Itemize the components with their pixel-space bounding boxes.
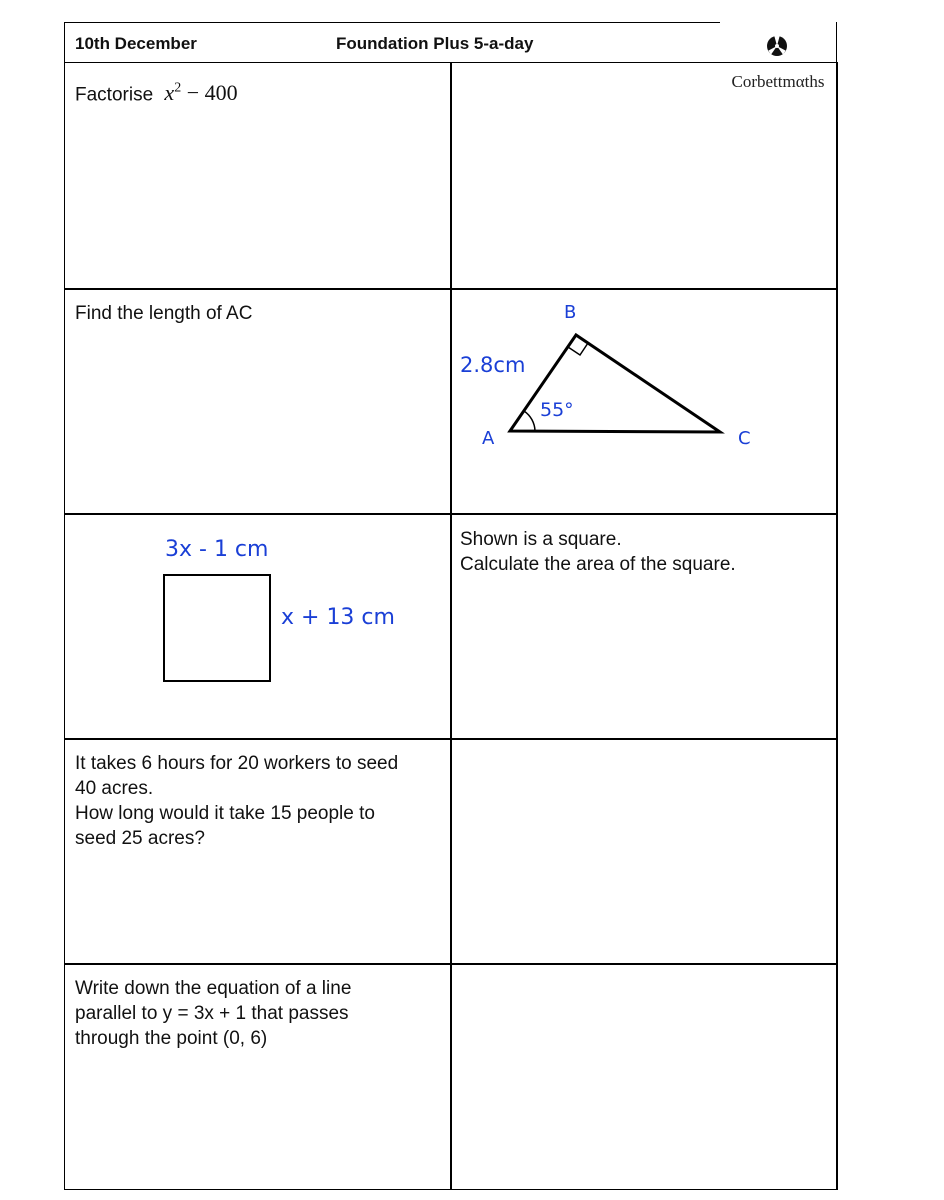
vertex-label-c: C xyxy=(738,428,751,449)
q1-math-rest: − 400 xyxy=(181,80,238,106)
q3-line-2: Calculate the area of the square. xyxy=(460,554,736,575)
q1-math-base: x xyxy=(164,80,175,106)
q4-text xyxy=(75,751,398,851)
square-height-label: x + 13 cm xyxy=(281,605,395,630)
q2-text: Find the length of AC xyxy=(75,303,253,324)
q1-text xyxy=(75,76,238,107)
q1-answer-cell xyxy=(450,62,838,290)
square-shape xyxy=(163,574,271,682)
side-ab-label: 2.8cm xyxy=(460,353,526,377)
vertex-label-b: B xyxy=(564,302,577,323)
angle-a-label: 55° xyxy=(540,399,574,421)
corbettmaths-logo-text: Corbettmαths xyxy=(731,72,825,91)
q4-line-4: seed 25 acres? xyxy=(75,828,205,849)
q4-line-2: 40 acres. xyxy=(75,778,154,799)
q4-line-3: How long would it take 15 people to xyxy=(75,803,375,824)
q4-line-1: It takes 6 hours for 20 workers to seed xyxy=(75,753,399,774)
header-top-rule xyxy=(64,22,720,23)
angle-arc-a xyxy=(524,411,535,431)
q5-text xyxy=(75,976,351,1051)
q4-answer-cell xyxy=(450,738,838,965)
q5-line-2: parallel to y = 3x + 1 that passes xyxy=(75,1003,349,1024)
q1-math-exp: 2 xyxy=(174,81,182,96)
q5-line-3: through the point (0, 6) xyxy=(75,1028,268,1049)
right-triangle-diagram xyxy=(452,290,836,510)
q5-line-1: Write down the equation of a line xyxy=(75,978,352,999)
vertex-label-a: A xyxy=(482,428,495,449)
q1-prefix: Factorise xyxy=(75,84,154,106)
square-width-label: 3x - 1 cm xyxy=(165,537,269,562)
q3-line-1: Shown is a square. xyxy=(460,529,622,550)
q5-answer-cell xyxy=(450,963,838,1190)
q3-text xyxy=(460,527,736,577)
worksheet-date: 10th December xyxy=(75,34,197,53)
worksheet-title: Foundation Plus 5-a-day xyxy=(336,34,534,53)
